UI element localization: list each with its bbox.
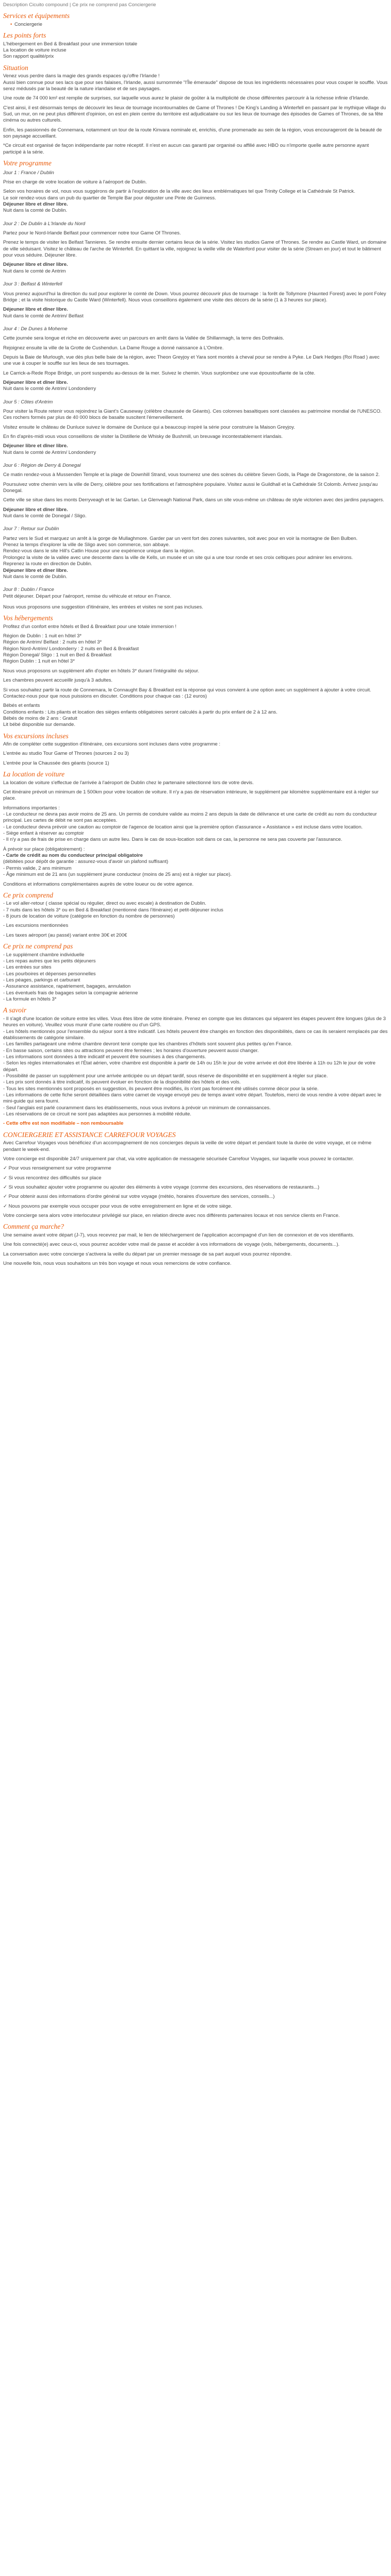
day-para: Rejoignez ensuite la ville de la Grotte de Cushendun. La Dame Rouge a donné naissance à L'Ombre. xyxy=(3,345,224,351)
savoir-para: - Les familles partageant une même chambre devront tenir compte que les chambres d'hôtels sont souvent plus petites qu'en France. xyxy=(3,1041,292,1047)
page xyxy=(0,0,391,1269)
savoir-para: - Il s'agit d'une location de voiture entre les villes. Vous êtes libre de votre itinéraire. Prenez en compte que les distances qui séparent les étapes peuvent être longues (plus de 3 heures en voiture). Veuillez vous munir d'une carte routière ou d'un GPS. xyxy=(3,1015,386,1028)
location-para: - Âge minimum est de 21 ans (un supplément jeune conducteur (moins de 25 ans) est à régler sur place). xyxy=(3,872,232,878)
savoir-para: - Selon les règles internationales et l'État aérien, votre chambre est disponible à partir de 14h ou 15h le jour de votre arrivée et doit être libérée à 11h ou 12h le jour de votre départ. xyxy=(3,1060,376,1073)
hebergements-note: Nous vous proposons un supplément afin d'opter en hôtels 3* durant l'intégralité du séjour. xyxy=(3,668,200,674)
day-para: Prolongez la visite de la vallée avec une descente dans la ville de Kells, un musée et un site qui a une tour ronde et ses croix celtiques pour admirer les environs. xyxy=(3,554,353,561)
day-title: Jour 7 : Retour sur Dublin xyxy=(3,526,59,532)
conciergerie-para: Votre concierge sera alors votre interlocuteur privilégié sur place, en relation directe avec nos différents partenaires locaux et nos service clients en France. xyxy=(3,1213,340,1219)
situation-para: Une route de 74 000 km² est remplie de surprises, sur laquelle vous aurez le plaisir de goûter à la multiplicité de chose différentes parcourir à la richesse infinie d'Irlande. xyxy=(3,95,369,101)
day-para: Nuit dans le comté de Donegal / Sligo. xyxy=(3,513,87,519)
day-block xyxy=(3,170,388,214)
enfants-line: Conditions enfants : Lits pliants et location des sièges enfants obligatoires seront calculés à partir du prix enfant de 2 à 12 ans. xyxy=(3,709,278,715)
day-para: Déjeuner libre et dîner libre. xyxy=(3,201,68,208)
day-block xyxy=(3,587,388,600)
day-title: Jour 6 : Région de Derry & Donegal xyxy=(3,463,81,469)
location-para: À prévoir sur place (obligatoirement) : xyxy=(3,846,85,852)
day-para: Selon vos horaires de vol, nous vous suggérons de partir à l'exploration de la ville avec des lieux emblématiques tel que Trinity College et la Cathédrale St Patrick. xyxy=(3,189,355,195)
day-para: Déjeuner libre et dîner libre. xyxy=(3,443,68,449)
savoir-para: - En basse saison, certains sites ou attractions peuvent être fermées ; les horaires d'ouverture peuvent aussi changer. xyxy=(3,1047,259,1054)
day-para: Prise en charge de votre location de voiture à l'aéroport de Dublin. xyxy=(3,179,147,185)
savoir-para: - Les prix sont donnés à titre indicatif, ils peuvent évoluer en fonction de la disponibilité des hôtels et des vols. xyxy=(3,1079,241,1086)
highlights-title: Les points forts xyxy=(3,31,46,40)
conciergerie-para: ✓ Pour vous renseignement sur votre programme xyxy=(3,1165,111,1172)
day-para: Nuit dans le comté de Antrim xyxy=(3,268,66,274)
conciergerie-para: ✓ Pour obtenir aussi des informations d'ordre général sur votre voyage (météo, horaires d'ouverture des services, conseils...) xyxy=(3,1194,275,1200)
prix-comprend-line: - Les taxes aéroport (au passé) variant entre 30€ et 200€ xyxy=(3,932,127,938)
prix-comprend-line: - 7 nuits dans les hôtels 3* ou en Bed & Breakfast (mentionné dans l'itinéraire) et petit-déjeuner inclus xyxy=(3,907,223,913)
day-para: Depuis la Baie de Murlough, vue dès plus belle baie de la région, avec Theon Greyjoy et Yara sont montés à cheval pour se rendre à Pyke. Le Dark Hedges (Roi Road ) avec une vue à couper le souffle sur les lieux de ses tournages. xyxy=(3,354,380,367)
day-para: Poursuivez votre chemin vers la ville de Derry, célèbre pour ses fortifications et l'atmosphère populaire. Visitez aussi le Guildhall et la Cathédrale St Colomb. Arrivez jusqu'au Donegal. xyxy=(3,481,378,494)
comment-para: Une fois connecté(e) avec ceux-ci, vous pourrez accéder votre mail de passe et accéder à vos informations de voyage (vols, hébergements, documents...). xyxy=(3,1242,340,1248)
hebergement-line: Région Dublin : 1 nuit en hôtel 3* xyxy=(3,658,75,665)
location-para: Conditions et informations complémentaires auprès de votre loueur ou de votre agence. xyxy=(3,881,194,887)
day-para: Partez pour le Nord-Irlande Belfast pour commencer notre tour Game Of Thrones. xyxy=(3,230,181,236)
day-title: Jour 1 : France / Dublin xyxy=(3,170,54,176)
location-para: - Carte de crédit au nom du conducteur principal obligatoire xyxy=(3,853,143,859)
day-para: Rendez-vous dans le site Hill's Catlin House pour une expérience unique dans la région. xyxy=(3,548,195,554)
prix-ne-comprend-line: - La formule en hôtels 3* xyxy=(3,996,57,1003)
location-para: Informations importantes : xyxy=(3,805,60,811)
prix-comprend-line: - Le vol aller-retour ( classe spécial ou régulier, direct ou avec escale) à destination de Dublin. xyxy=(3,901,206,907)
day-para: Prenez la temps d'explorer la ville de Sligo avec son commerce, son abbaye. xyxy=(3,542,170,548)
day-block xyxy=(3,221,388,275)
day-para: Cette ville se situe dans les monts Derryveagh et le lac Gartan. Le Glenveagh National Park, dans un site vous-même un château de style victorien avec des jardins paysagers. xyxy=(3,497,384,503)
day-para: Déjeuner libre et dîner libre. xyxy=(3,262,68,268)
savoir-para: - Seul l'anglais est parlé couramment dans les établissements, nous vous invitons à prévoir un minimum de connaissances. xyxy=(3,1105,271,1111)
day-para: Nuit dans le comté de Antrim/ Belfast xyxy=(3,313,84,319)
prix-ne-comprend-line: - Les éventuels frais de bagages selon la compagnie aérienne xyxy=(3,990,138,996)
highlight-line: La location de voiture incluse xyxy=(3,47,67,54)
hebergement-line: Région Donegal/ Sligo : 1 nuit en Bed & Breakfast xyxy=(3,652,112,658)
services-list xyxy=(3,22,388,28)
hebergement-line: Région de Dublin : 1 nuit en hôtel 3* xyxy=(3,633,82,639)
comment-title: Comment ça marche? xyxy=(3,1223,64,1231)
location-para: - Permis valide, 2 ans minimum xyxy=(3,865,72,871)
enfants-title: Bébés et enfants xyxy=(3,703,40,709)
day-block xyxy=(3,463,388,519)
highlight-line: L'hébergement en Bed & Breakfast pour une immersion totale xyxy=(3,41,138,47)
savoir-para: - Les hôtels mentionnés pour l'ensemble du séjour sont à titre indicatif. Les hôtels peuvent être changés en fonction des disponibilités, dans ce cas ils seraient remplacés par des établissements de catégorie similaire. xyxy=(3,1028,388,1041)
savoir-highlight: - Cette offre est non modifiable – non remboursable xyxy=(3,1121,124,1127)
excursions-title: Vos excursions incluses xyxy=(3,732,69,740)
location-para: - Il n'y a pas de frais de prise en charge dans un autre lieu. Dans le cas de sous-location soit dans ce cas, la personne ne sera pas couverte par l'assurance. xyxy=(3,837,343,843)
services-title: Services et équipements xyxy=(3,12,70,20)
savoir-para: - Tous les sites mentionnés sont proposés en suggestion, ils peuvent être modifiés, ils n'ont pas forcément été utilisés comme décor pour la série. xyxy=(3,1086,319,1092)
hebergements-intro: Profitez d'un confort entre hôtels et Bed & Breakfast pour une totale immersion ! xyxy=(3,623,177,630)
services-item: • Conciergerie xyxy=(10,22,388,28)
hebergements-room: Les chambres peuvent accueillir jusqu'à 3 adultes. xyxy=(3,677,112,684)
savoir-para: - Les informations de cette fiche seront détaillées dans votre carnet de voyage envoyé peu de temps avant votre départ. Toutefois, merci de vous rendre à votre départ avec le mini-guide qui sera fourni. xyxy=(3,1092,382,1105)
prix-comprend-line: - Les excursions mentionnées xyxy=(3,923,69,929)
hebergement-line: Région de Antrim/ Belfast : 2 nuits en hôtel 3* xyxy=(3,639,102,646)
conciergerie-title: CONCIERGERIE ET ASSISTANCE CARREFOUR VOYAGES xyxy=(3,1130,176,1139)
location-para: - Le conducteur ne devra pas avoir moins de 25 ans. Un permis de conduire valide au moins 2 ans depuis la date de délivrance et une carte de crédit au nom du conducteur principal. Les cartes de débit ne sont pas acceptées. xyxy=(3,811,377,824)
day-para: Nuit dans le comté de Antrim/ Londonderry xyxy=(3,449,96,455)
day-para: Nuit dans le comté de Antrim/ Londonderry xyxy=(3,386,96,392)
savoir-para: - Les informations sont données à titre indicatif et peuvent être soumises à des changements. xyxy=(3,1054,206,1060)
conciergerie-para: ✓ Si vous rencontrez des difficultés sur place xyxy=(3,1175,102,1181)
day-block xyxy=(3,326,388,393)
day-para: Partez vers le Sud et marquez un arrêt à la gorge de Mullaghmore. Garder par un vent fort des zones suivantes, soit avec pour en voir la montagne de Ben Bulben. xyxy=(3,535,358,541)
day-para: Nuit dans le comté de Dublin. xyxy=(3,573,68,580)
day-para: En fin d'après-midi vous vous conseillons de visiter la Distillerie de Whisky de Bushmill, un breuvage incontestablement irlandais. xyxy=(3,434,283,439)
prix-ne-comprend-line: - Les repas autres que les petits déjeuners xyxy=(3,958,96,964)
location-para: (débitées pour dépôt de garantie : assurez-vous d'avoir un plafond suffisant) xyxy=(3,859,169,865)
day-block xyxy=(3,526,388,580)
situation-para: C'est ainsi, il est désormais temps de découvrir les lieux de tournage incontournables de Game of Thrones ! De King's Landing à Winterfell en passant par le mythique village du Sud, un mur, on ne peut plus différent d'opinion, on est en plein centre du territoire est adjudicataire ou sur les lieux de tournage des épisodes de Games of Thrones, de sa fête cinéma ou autres culturels. xyxy=(3,105,386,124)
conciergerie-para: ✓ Si vous souhaitez ajouter votre programme ou ajouter des éléments à votre voyage (comme des excursions, des réservations de restaurants...) xyxy=(3,1184,320,1191)
location-para: La location de voiture s'effectue de l'arrivée à l'aéroport de Dublin chez le partenaire sélectionné lors de votre devis. xyxy=(3,779,254,786)
hebergements-title: Vos hébergements xyxy=(3,614,53,622)
page-header: Description Cicuito compound | Ce prix ne comprend pas Conciergerie xyxy=(3,2,156,8)
comment-para: La conversation avec votre concierge s'activera la veille du départ par un premier message de sa part auquel vous pourrez répondre. xyxy=(3,1251,292,1257)
location-para: Cet itinéraire prévoit un minimum de 1 500km pour votre location de voiture. Il n'y a pas de réservation intérieure, le supplément par kilomètre supplémentaire est à régler sur place. xyxy=(3,789,379,802)
situation-para: *Ce circuit est organisé de façon indépendante par notre réceptif. Il n'est en aucun cas garanti par organisé ou affilié avec HBO ou n'importe quelle autre personne ayant participé à la série. xyxy=(3,143,369,155)
day-para: Le Carrick-a-Rede Rope Bridge, un pont suspendu au-dessus de la mer. Suivez le chemin. Vous surplombez une vue époustouflante de la côte. xyxy=(3,370,316,376)
hebergement-line: Région Nord-Antrim/ Londonderry : 2 nuits en Bed & Breakfast xyxy=(3,646,139,652)
conciergerie-para: Votre concierge est disponible 24/7 uniquement par chat, via votre application de messagerie sécurisée Carrefour Voyages, sur laquelle vous pouvez le contacter. xyxy=(3,1156,354,1162)
day-para: Prenez le temps de visiter les Belfast Tannieres. Se rendre ensuite dernier certains lieux de la série. Visitez les studios Game of Thrones. Se rendre au Castle Ward, un domaine de ville séduisant. Visitez le château de l'arche de Winterfell. En quittant la ville, rejoignez la vieille ville de Waterford pour visiter de la série (Stream en jour) et tout le bâtiment pour vous séduire. Déjeuner libre. xyxy=(3,240,387,259)
prix-ne-comprend-line: - Les entrées sur sites xyxy=(3,964,52,971)
day-title: Jour 3 : Belfast & Winterfell xyxy=(3,281,62,287)
day-title: Jour 2 : De Dublin à L'Irlande du Nord xyxy=(3,221,86,227)
location-para: - Siège enfant à réserver au comptoir xyxy=(3,831,84,837)
highlight-line: Son rapport qualité/prix xyxy=(3,54,54,60)
prix-ne-comprend-line: - Les pourboires et dépenses personnelles xyxy=(3,971,96,977)
savoir-para: - Les réservations de ce circuit ne sont pas adaptées aux personnes à mobilité réduite. xyxy=(3,1111,191,1117)
day-title: Jour 8 : Dublin / France xyxy=(3,587,54,593)
excursions-intro: Afin de compléter cette suggestion d'itinéraire, ces excursions sont incluses dans votre programme : xyxy=(3,741,221,748)
day-para: Petit déjeuner. Départ pour l'aéroport, remise du véhicule et retour en France. xyxy=(3,593,172,599)
day-block xyxy=(3,399,388,456)
excursion-item: L'entrée au studio Tour Game of Thrones (sources 2 ou 3) xyxy=(3,751,129,757)
day-para: Le soir rendez-vous dans un pub du quartier de Temple Bar pour déguster une Pinte de Guinness. xyxy=(3,195,216,201)
prix-comprend-title: Ce prix comprend xyxy=(3,891,53,899)
prix-ne-comprend-line: - Assurance assistance, rapatriement, bagages, annulation xyxy=(3,984,131,990)
location-para: - Le conducteur devra prévoir une caution au comptoir de l'agence de location ainsi que la première option d'assurance « Assistance » est incluse dans votre location. xyxy=(3,824,363,830)
situation-title: Situation xyxy=(3,63,28,72)
programme-title: Votre programme xyxy=(3,159,52,167)
programme-note: Nous vous proposons une suggestion d'itinéraire, les entrées et visites ne sont pas incluses. xyxy=(3,604,203,610)
day-para: Déjeuner libre et dîner libre. xyxy=(3,567,68,573)
prix-ne-comprend-line: - Le supplément chambre individuelle xyxy=(3,952,85,958)
day-title: Jour 4 : De Dunes à Moherne xyxy=(3,326,68,332)
day-para: Déjeuner libre et dîner libre. xyxy=(3,379,68,385)
day-para: Cette journée sera longue et riche en découverte avec un parcours en arrêt dans la Vallée de Shillanmagh, la terre des Dothrakis. xyxy=(3,335,284,342)
location-title: La location de voiture xyxy=(3,770,65,778)
day-para: Ce matin rendez-vous à Mussenden Temple et la plage de Downhill Strand, vous tournerez une des scènes du célèbre Seven Gods, la Plage de Dragonstone, de la saison 2. xyxy=(3,472,380,478)
prix-comprend-line: - 8 jours de location de voiture (catégorie en fonction du nombre de personnes) xyxy=(3,913,175,920)
savoir-title: A savoir xyxy=(3,1006,27,1014)
conciergerie-para: ✓ Nous pouvons par exemple vous occuper pour vous de votre enregistrement en ligne et de votre siège. xyxy=(3,1203,233,1209)
day-para: Visitez ensuite le château de Dunluce suivez le domaine de Dunluce qui a beaucoup inspiré la série pour construire la Maison Greyjoy. xyxy=(3,424,295,430)
comment-para: Une semaine avant votre départ (J-7), vous recevrez par mail, le lien de téléchargement de l'application accompagné d'un lien de connexion et de vos identifiants. xyxy=(3,1232,354,1238)
prix-ne-comprend-line: - Les péages, parkings et carburant xyxy=(3,977,80,984)
enfants-line: Bébés de moins de 2 ans : Gratuit xyxy=(3,715,77,721)
day-para: Nuit dans la comté de Dublin. xyxy=(3,208,68,214)
day-para: Vous prenez aujourd'hui la direction du sud pour explorer le comté de Down. Vous pourrez découvrir plus de tournage : la forêt de Tollymore (Haunted Forest) avec le pont Foley Bridge ; et la visite historique du Castle Ward (Winterfell). Nous vous conseillons également une visite des décors de la série (1 à 3 heures sur place). xyxy=(3,291,386,303)
comment-para: Une nouvelle fois, nous vous souhaitons un très bon voyage et nous vous remercions de votre confiance. xyxy=(3,1261,232,1267)
hebergements-extra: Si vous souhaitez partir la route de Connemara, le Connaught Bay & Breakfast est la réponse qui vous convient à une option avec un supplément à ajouter à votre circuit. Contactez-nous pour que nous puissions en discuter. Conditions pour chaque cas : (12 euros) xyxy=(3,687,371,699)
day-block xyxy=(3,281,388,319)
conciergerie-para: Avec Carrefour Voyages vous bénéficiez d'un accompagnement de nos concierges depuis la veille de votre départ et pendant toute la durée de votre voyage, et ce même pendant le week-end. xyxy=(3,1140,372,1153)
prix-ne-comprend-title: Ce prix ne comprend pas xyxy=(3,942,73,951)
situation-para: Enfin, les passionnés de Connemara, notamment un tour de la route Kinvara nominale et, enrichis, d'une promenade au sein de la région, vous encourageront de la beauté de son paysage accueillant. xyxy=(3,127,382,140)
day-title: Jour 5 : Côtes d'Antrim xyxy=(3,399,53,405)
day-para: Pour visiter la Route retenir vous rejoindrez la Giant's Causeway (célèbre chaussée de Géants). Ces colonnes basaltiques sont classées au patrimoine mondial de l'UNESCO. Ces rochers formés par plus de 40 000 blocs de basalte suscitent l'émerveillement. xyxy=(3,408,382,421)
excursion-item: L'entrée pour la Chaussée des géants (source 1) xyxy=(3,760,109,766)
savoir-para: - Possibilité de passer un supplément pour une arrivée anticipée ou un départ tardif, sous réserve de disponibilité et en supplément à régler sur place. xyxy=(3,1073,328,1079)
enfants-line: Lit bébé disponible sur demande. xyxy=(3,722,75,728)
day-para: Déjeuner libre et dîner libre. xyxy=(3,307,68,313)
day-para: Déjeuner libre et dîner libre. xyxy=(3,506,68,513)
situation-para: Aussi bien connue pour ses lacs que pour ses falaises, l'Irlande, aussi surnommée "l'Île émeraude" dispose de tous les ingrédients nécessaires pour vous couper le souffle. Vous serez médusés par la beauté de la nature irlandaise et de ses paysages. xyxy=(3,79,388,92)
situation-para: Venez vous perdre dans la magie des grands espaces qu'offre l'Irlande ! xyxy=(3,73,160,79)
day-para: Reprenez la route en direction de Dublin. xyxy=(3,561,92,567)
